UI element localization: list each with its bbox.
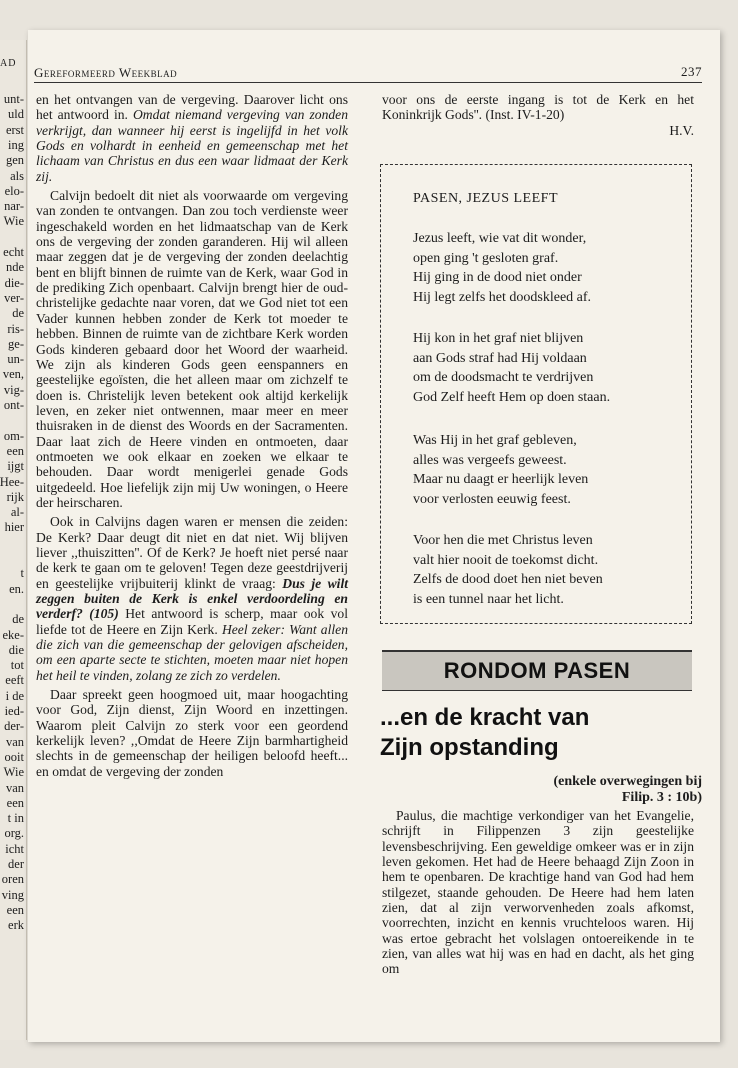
poem-line: God Zelf heeft Hem op doen staan. [413,389,611,405]
poem-stanza-4 [413,531,603,609]
publication-title: Gereformeerd Weekblad [34,65,178,80]
margin-fragment: tot [10,658,24,673]
catechism-answer: Heel zeker: Want allen die zich van die gemeenschap der gelovigen afscheiden, om een aparte secte te stichten, moeten maar niet hopen het heil te vinden, zolang ze zich zo verdelen. [36,621,348,683]
poem-line: Hij ging in de dood niet onder [413,270,582,285]
margin-fragment: ving [1,887,24,902]
margin-fragment: Wie [3,765,24,780]
margin-fragment: uld [8,107,24,122]
article-subtitle [462,774,702,806]
continuation-text: voor ons de eerste ingang is tot de Kerk en het Koninkrijk Gods''. (Inst. IV-1-20) [382,92,694,123]
margin-fragment: die [8,642,24,657]
margin-fragment: icht [5,841,24,856]
margin-fragment: erst [5,122,24,137]
margin-fragment: hier [4,520,24,535]
article-body [382,808,694,977]
paragraph-1 [36,92,348,184]
poem-line: om de doodsmacht te verdrijven [413,370,594,385]
previous-page-header-fragment: AD [0,58,17,69]
poem-title: PASEN, JEZUS LEEFT [413,191,559,206]
running-header [34,64,702,83]
poem-line: voor verlosten eeuwig feest. [413,491,571,507]
margin-fragment: als [10,168,24,183]
paragraph-1-text: en het ontvangen van de vergeving. Daarover licht ons het antwoord in. [36,92,348,123]
margin-fragment: ing [8,137,24,152]
poem-line: valt hier nooit de toekomst dicht. [413,552,599,568]
margin-fragment: eeft [5,673,24,688]
poem-line: is een tunnel naar het licht. [413,591,564,607]
margin-fragment: echt [3,245,24,259]
margin-fragment: Wie [3,214,24,229]
catechism-quote-1: Omdat niemand vergeving van zonden verkrijgt, dan wanneer hij eerst is ingelijfd in het volk Gods en volhardt in eenheid en gemeenschap met het lichaam van Christus en dus een waar lidmaat der Kerk zij. [36,107,348,184]
margin-fragment: die- [4,275,24,290]
margin-fragment: van [5,734,24,749]
article-headline [380,703,700,763]
poem-stanza-2 [413,329,610,407]
subtitle-line-1: (enkele overwegingen bij [553,774,702,789]
poem-line: aan Gods straf had Hij voldaan [413,350,587,366]
poem-stanza-3 [413,431,588,509]
author-signature: H.V. [669,122,694,138]
margin-fragment: een [6,795,24,810]
margin-fragment: eke- [2,627,24,642]
subtitle-line-2: Filip. 3 : 10b) [621,790,702,805]
margin-fragment: ver- [4,290,24,305]
poem-box [380,164,692,624]
margin-fragment: Hee- [0,474,24,489]
margin-fragment: erk [8,918,24,933]
margin-fragment: ge- [8,336,24,351]
headline-line-2: Zijn opstanding [380,734,559,761]
margin-fragment: nde [5,260,24,275]
margin-fragment: van [5,780,24,795]
paragraph-4: Daar spreekt geen hoogmoed uit, maar hoogachting voor God, Zijn dienst, Zijn Woord en inzettingen. Waarom pleit Calvijn zo sterk voor een geordend kerkelijk leven? ,,Omdat de Heere Zijn barmhartigheid slechts in de gemeenschap der heiligen beloofd heeft... en omdat de vergeving der zonden [36,687,348,779]
previous-page-margin [0,40,27,1040]
margin-fragment: al- [10,505,24,520]
catechism-question: Dus je wilt zeggen buiten de Kerk is enkel verdoordeling en verderf? (105) [36,575,348,622]
margin-fragment: elo- [4,183,24,198]
poem-line: alles was vergeefs geweest. [413,452,567,468]
margin-fragment: om- [3,428,24,443]
margin-fragment: nar- [4,199,24,214]
paragraph-2: Calvijn bedoelt dit niet als voorwaarde om vergeving van zonden te ontvangen. Dan zou toch verdienste weer ingeschakeld worden en het lidmaatschap van de Kerk ons de vergeving der zonden garanderen. Hij wil alleen maar zeggen dat je de vergeving der zonden deelachtig bent en blijft binnen de ruimte van de Kerk, waar God in de prediking Zich openbaart. Calvijn brengt hier de oud-christelijke gedachte naar voren, dat we God niet tot een Vader kunnen hebben zonder de Kerk tot moeder te hebben. Binnen de ruimte van de zichtbare Kerk worden Gods kinderen gebaard door het Woord der waarheid. We zijn als kinderen Gods geen eenspanners en geestelijke egoïsten, die het alleen maar om zichzelf te doen is. Christelijk leven betekent ook altijd kerkelijk leven, en zeker niet ontwennen, maar meer en meer thuisraken in de dienst des Woords en der Sacramenten. Daar laat zich de Heere vinden en ontmoeten, daar ontmoeten we ook elkaar en zoeken we elkaar te behouden. Daar wordt menigerlei genade Gods uitgedeeld. Hoe liefelijk zijn mij Uw woningen, o Heere der heirscharen. [36,188,348,510]
poem-line: Maar nu daagt er heerlijk leven [413,472,589,487]
margin-fragment: een [6,443,24,458]
margin-fragment: org. [4,826,24,841]
margin-fragment: i de [5,688,24,703]
left-column [36,92,348,779]
section-banner [382,650,692,691]
margin-fragment: de [12,306,24,321]
margin-fragment: un- [7,352,24,367]
margin-fragment: ijgt [7,459,24,474]
paragraph-3-text-2: Het antwoord is scherp, maar ook vol liefde tot de Heere en Zijn Kerk. [36,606,348,637]
margin-fragment: ven, [2,367,24,382]
poem-line: Jezus leeft, wie vat dit wonder, [413,231,587,246]
margin-fragment: der- [4,719,24,734]
margin-fragment: rijk [6,489,24,504]
margin-fragment: t in [7,811,24,826]
margin-fragment: gen [5,153,24,168]
margin-fragment: en. [9,581,24,596]
right-column-continuation [382,92,694,138]
poem-line: Zelfs de dood doet hen niet beven [413,572,603,587]
poem-line: Hij kon in het graf niet blijven [413,331,584,346]
margin-fragment: ied- [4,704,24,718]
margin-fragment: oren [1,872,24,887]
poem-line: Hij legt zelfs het doodskleed af. [413,289,592,305]
margin-fragment: vig- [3,382,24,397]
page-number: 237 [681,64,702,79]
margin-fragment: unt- [3,92,24,106]
poem-line: Voor hen die met Christus leven [413,533,593,548]
paragraph-3-text: Ook in Calvijns dagen waren er mensen die zeiden: De Kerk? Daar deugt dit niet en dat niet. Wij blijven liever ,,thuiszitten''. Of de Kerk? Je hoeft niet persé naar de kerk te gaan om te geloven! Tegen deze geestdrijverij en geestelijke vrijbuiterij klinkt de vraag: [36,514,348,591]
poem-line: Was Hij in het graf gebleven, [413,433,577,448]
margin-fragment: t [20,566,24,581]
headline-line-1: ...en de kracht van [380,704,590,731]
article-paragraph-1: Paulus, die machtige verkondiger van het Evangelie, schrijft in Filippenzen 3 zijn geestelijke levensbeschrijving. Een geweldige omkeer was er in zijn leven gekomen. Het had de Heere behaagd Zijn Zoon in hem te openbaren. De krachtige hand van God had hem stilgezet, staande gehouden. De Heere had hem laten zien, dat al zijn verworvenheden zoals afkomst, voorrechten, inzicht en kennis vruchteloos waren. Hij was ertoe gebracht het volslagen ontoereikende in te zien, van alles wat hij was en had en dacht, als het ging om [382,808,694,977]
margin-fragment: ris- [7,321,24,336]
margin-fragment: ooit [4,749,24,764]
section-banner-title: RONDOM PASEN [443,658,631,683]
margin-fragment: ont- [3,398,24,412]
margin-fragment: der [8,857,24,871]
margin-fragment: een [6,902,24,917]
poem-stanza-1 [413,229,591,307]
paragraph-3 [36,514,348,683]
margin-fragment: de [12,612,24,627]
poem-line: open ging 't gesloten graf. [413,250,559,266]
